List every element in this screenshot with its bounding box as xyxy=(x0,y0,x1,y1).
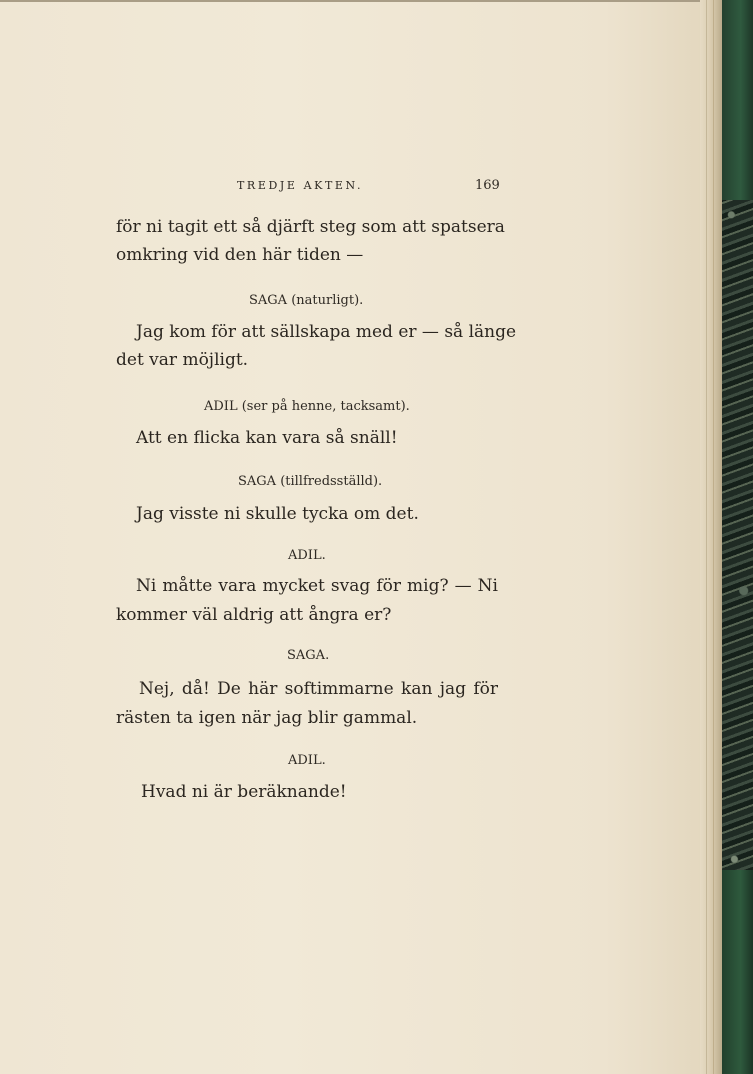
text-line: det var möjligt. xyxy=(116,350,249,370)
page-number: 169 xyxy=(475,178,500,193)
text-line: Jag visste ni skulle tycka om det. xyxy=(136,504,419,524)
speaker-heading: ADIL. xyxy=(288,753,326,768)
running-header: TREDJE AKTEN. xyxy=(237,179,364,192)
page-stack-edge xyxy=(700,0,722,1074)
text-line: Att en flicka kan vara så snäll! xyxy=(136,428,398,448)
text-line: rästen ta igen när jag blir gammal. xyxy=(116,708,418,728)
text-line: Hvad ni är beräknande! xyxy=(141,782,347,802)
speaker-heading: ADIL. xyxy=(288,548,326,563)
text-line: kommer väl aldrig att ångra er? xyxy=(116,605,392,625)
text-line: för ni tagit ett så djärft steg som att spatsera xyxy=(116,217,505,237)
speaker-heading: SAGA (tillfredsställd). xyxy=(238,474,383,489)
speaker-heading: SAGA. xyxy=(287,648,330,663)
speaker-heading: ADIL (ser på henne, tacksamt). xyxy=(204,399,410,414)
text-line: Jag kom för att sällskapa med er — så länge xyxy=(136,322,517,342)
cover-binding-top xyxy=(722,0,753,200)
text-line: Ni måtte vara mycket svag för mig? — Ni xyxy=(136,576,498,596)
text-line: omkring vid den här tiden — xyxy=(116,245,364,265)
cover-binding-bottom xyxy=(722,870,753,1074)
speaker-heading: SAGA (naturligt). xyxy=(249,293,364,308)
text-line: Nej, då! De här softimmarne kan jag för xyxy=(139,679,498,699)
